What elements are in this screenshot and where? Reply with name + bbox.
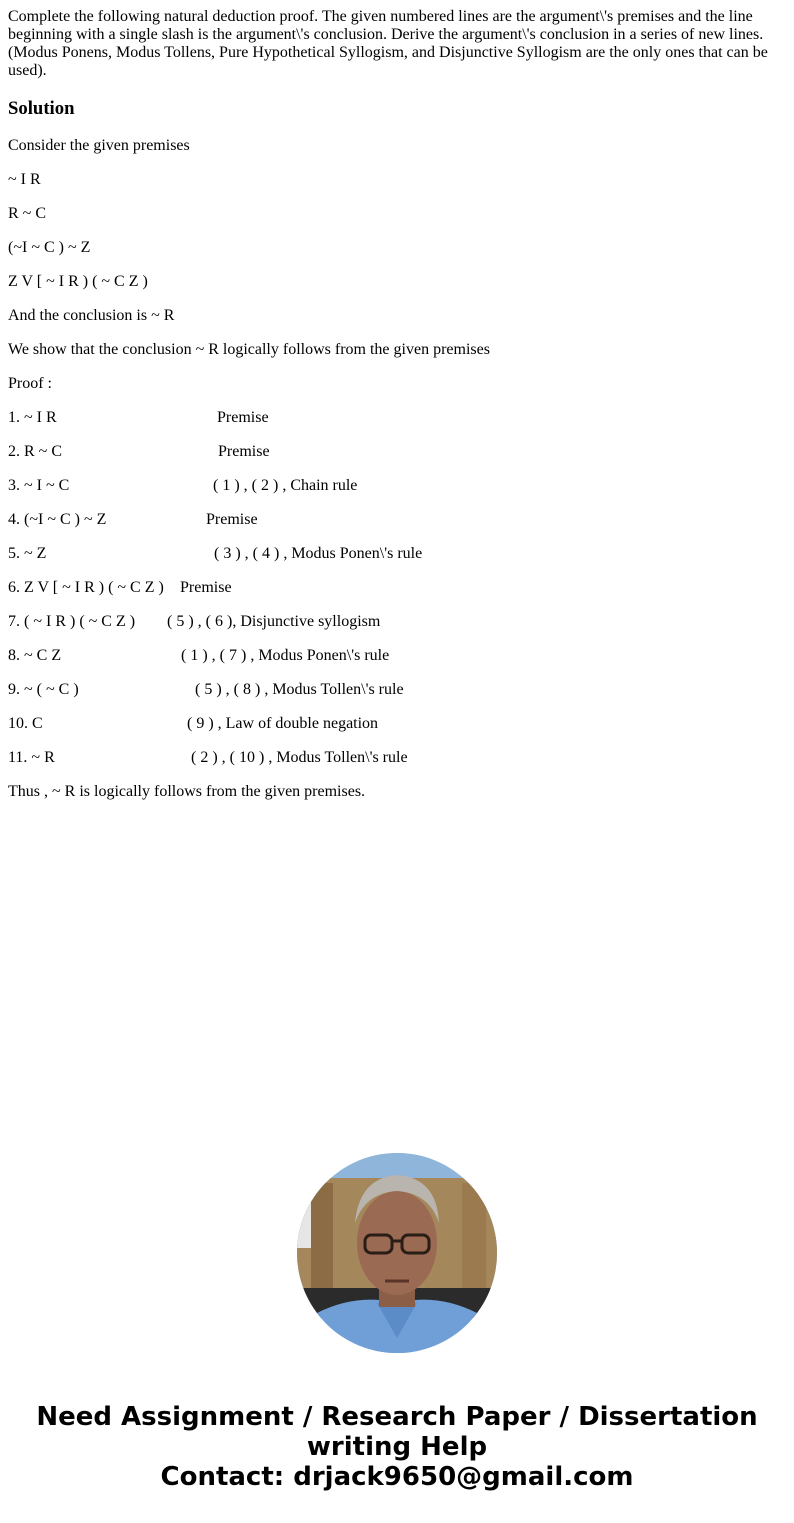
premise-2: R ~ C bbox=[8, 205, 46, 222]
proof-line-1: 1. ~ I R Premise bbox=[8, 409, 269, 426]
advert-line-1: Need Assignment / Research Paper / Dissertation bbox=[36, 1402, 758, 1432]
proof-justification: ( 2 ) , ( 10 ) , Modus Tollen\'s rule bbox=[191, 749, 408, 766]
proof-label: Proof : bbox=[8, 375, 52, 392]
proof-statement: ~ Z bbox=[24, 545, 47, 562]
proof-line-9: 9. ~ ( ~ C ) ( 5 ) , ( 8 ) , Modus Tollen\'s rule bbox=[8, 681, 404, 698]
proof-line-3: 3. ~ I ~ C ( 1 ) , ( 2 ) , Chain rule bbox=[8, 477, 358, 494]
proof-line-7: 7. ( ~ I R ) ( ~ C Z ) ( 5 ) , ( 6 ), Disjunctive syllogism bbox=[8, 613, 381, 630]
proof-statement: R ~ C bbox=[24, 443, 62, 460]
solution-heading: Solution bbox=[8, 98, 75, 119]
proof-line-2: 2. R ~ C Premise bbox=[8, 443, 270, 460]
question-text: Complete the following natural deduction proof. The given numbered lines are the argument\'s premises and the line beginning with a single slash is the argument\'s conclusion. Derive the argument\'s conclusion in a series of new lines. (Modus Ponens, Modus Tollens, Pure Hypothetical Syllogism, and Disjunctive Syllogism are the only ones that can be used). bbox=[8, 8, 768, 79]
proof-statement: ~ C Z bbox=[24, 647, 62, 664]
proof-line-5: 5. ~ Z ( 3 ) , ( 4 ) , Modus Ponen\'s rule bbox=[8, 545, 423, 562]
tutor-avatar bbox=[297, 1153, 497, 1353]
proof-statement: C bbox=[32, 715, 43, 732]
proof-justification: Premise bbox=[180, 579, 232, 596]
premise-1: ~ I R bbox=[8, 171, 41, 188]
proof-justification: ( 1 ) , ( 2 ) , Chain rule bbox=[213, 477, 358, 494]
proof-justification: ( 3 ) , ( 4 ) , Modus Ponen\'s rule bbox=[214, 545, 423, 562]
portrait-photo-icon bbox=[297, 1153, 497, 1353]
proof-justification: ( 5 ) , ( 8 ) , Modus Tollen\'s rule bbox=[195, 681, 404, 698]
solution-intro: Consider the given premises bbox=[8, 137, 190, 154]
final-line: Thus , ~ R is logically follows from the given premises. bbox=[8, 783, 366, 800]
premise-4: Z V [ ~ I R ) ( ~ C Z ) bbox=[8, 273, 148, 290]
conclusion-line: And the conclusion is ~ R bbox=[8, 307, 175, 324]
proof-line-4: 4. (~I ~ C ) ~ Z Premise bbox=[8, 511, 258, 528]
proof-line-10: 10. C ( 9 ) , Law of double negation bbox=[8, 715, 379, 732]
proof-justification: Premise bbox=[217, 409, 269, 426]
proof-justification: ( 5 ) , ( 6 ), Disjunctive syllogism bbox=[167, 613, 381, 630]
proof-statement: ( ~ I R ) ( ~ C Z ) bbox=[24, 613, 136, 630]
proof-justification: Premise bbox=[206, 511, 258, 528]
contact-advert bbox=[0, 1402, 794, 1492]
advert-contact-line: Contact: drjack9650@gmail.com bbox=[160, 1462, 634, 1492]
proof-line-11: 11. ~ R ( 2 ) , ( 10 ) , Modus Tollen\'s rule bbox=[8, 749, 408, 766]
advert-line-2: writing Help bbox=[306, 1432, 488, 1462]
proof-line-6: 6. Z V [ ~ I R ) ( ~ C Z ) Premise bbox=[8, 579, 232, 596]
proof-statement: (~I ~ C ) ~ Z bbox=[24, 511, 107, 528]
proof-justification: Premise bbox=[218, 443, 270, 460]
premise-3: (~I ~ C ) ~ Z bbox=[8, 239, 91, 256]
proof-statement: ~ ( ~ C ) bbox=[24, 681, 79, 698]
proof-line-8: 8. ~ C Z ( 1 ) , ( 7 ) , Modus Ponen\'s rule bbox=[8, 647, 390, 664]
show-line: We show that the conclusion ~ R logically follows from the given premises bbox=[8, 341, 490, 358]
proof-statement: ~ I ~ C bbox=[24, 477, 70, 494]
proof-statement: Z V [ ~ I R ) ( ~ C Z ) bbox=[24, 579, 164, 596]
proof-justification: ( 1 ) , ( 7 ) , Modus Ponen\'s rule bbox=[181, 647, 390, 664]
proof-statement: ~ I R bbox=[24, 409, 57, 426]
proof-justification: ( 9 ) , Law of double negation bbox=[187, 715, 379, 732]
document-body bbox=[8, 8, 786, 801]
proof-statement: ~ R bbox=[31, 749, 55, 766]
